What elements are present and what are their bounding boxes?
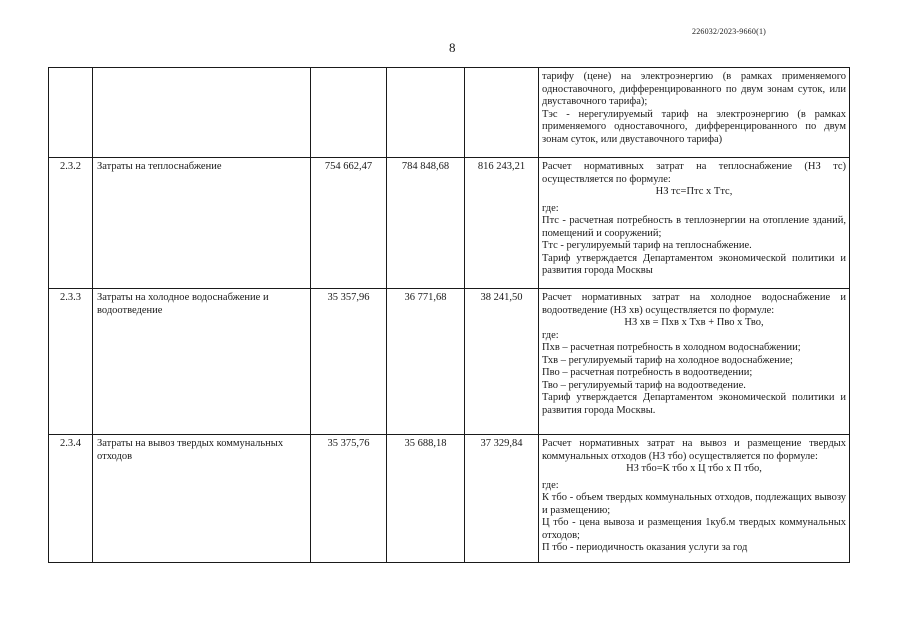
value-year-1: 35 375,76 [311,435,387,563]
where-label: где: [542,329,559,341]
description-line: тарифу (цене) на электроэнергию (в рамках применяемого одноставочного, дифференцированного по двум зонам суток, или двуставочного тарифа); [542,71,846,107]
description-cell [539,68,850,158]
row-number: 2.3.2 [49,158,93,289]
cost-table [48,67,850,563]
table-row-continuation [49,68,850,158]
value-year-2: 35 688,18 [387,435,465,563]
tariff-note: Тариф утверждается Департаментом экономической политики и развития города Москвы [542,252,846,276]
definition: К тбо - объем твердых коммунальных отходов, подлежащих вывозу и размещению; [542,492,846,516]
description-line: Тэс - нерегулируемый тариф на электроэнергию (в рамках применяемого одноставочного, дифференцированного по двум зонам суток, или двуставочного тарифа) [542,108,846,145]
cost-item-name: Затраты на теплоснабжение [93,158,311,289]
calc-intro: Расчет нормативных затрат на теплоснабжение (НЗ тс) осуществляется по формуле: [542,161,846,185]
formula: НЗ хв = Пхв х Тхв + Пво х Тво, [624,317,764,328]
cost-item-name: Затраты на холодное водоснабжение и водоотведение [93,289,311,435]
row-number: 2.3.4 [49,435,93,563]
value-year-1: 35 357,96 [311,289,387,435]
document-number: 226032/2023-9660(1) [692,27,767,36]
num-cell [49,68,93,158]
definition: П тбо - периодичность оказания услуги за год [542,542,748,553]
value-cell [387,68,465,158]
formula: НЗ тс=Птс х Ттс, [655,186,733,197]
value-year-3: 38 241,50 [465,289,539,435]
value-year-3: 816 243,21 [465,158,539,289]
description-cell [539,289,850,435]
cost-item-name: Затраты на вывоз твердых коммунальных отходов [93,435,311,563]
formula: НЗ тбо=К тбо х Ц тбо х П тбо, [626,463,762,474]
definition: Ттс - регулируемый тариф на теплоснабжение. [542,240,752,251]
row-number: 2.3.3 [49,289,93,435]
where-label: где: [542,202,559,214]
calc-intro: Расчет нормативных затрат на холодное водоснабжение и водоотведение (НЗ хв) осуществляется по формуле: [542,292,846,316]
calc-intro: Расчет нормативных затрат на вывоз и размещение твердых коммунальных отходов (НЗ тбо) осуществляется по формуле: [542,438,846,462]
description-cell [539,435,850,563]
page-number: 8 [449,40,456,55]
where-label: где: [542,479,559,491]
value-year-2: 36 771,68 [387,289,465,435]
definition: Ц тбо - цена вывоза и размещения 1куб.м твердых коммунальных отходов; [542,517,846,541]
value-cell [311,68,387,158]
definition: Пво – расчетная потребность в водоотведении; [542,367,753,378]
definition: Тво – регулируемый тариф на водоотведение. [542,379,746,391]
value-year-1: 754 662,47 [311,158,387,289]
definition: Пхв – расчетная потребность в холодном водоснабжении; [542,342,801,353]
value-year-3: 37 329,84 [465,435,539,563]
definition: Тхв – регулируемый тариф на холодное водоснабжение; [542,354,793,366]
value-cell [465,68,539,158]
table-row [49,158,850,289]
name-cell [93,68,311,158]
table-row [49,435,850,563]
description-cell [539,158,850,289]
tariff-note: Тариф утверждается Департаментом экономической политики и развития города Москвы. [542,392,846,416]
value-year-2: 784 848,68 [387,158,465,289]
table-row [49,289,850,435]
definition: Птс - расчетная потребность в теплоэнергии на отопление зданий, помещений и сооружений; [542,215,846,239]
